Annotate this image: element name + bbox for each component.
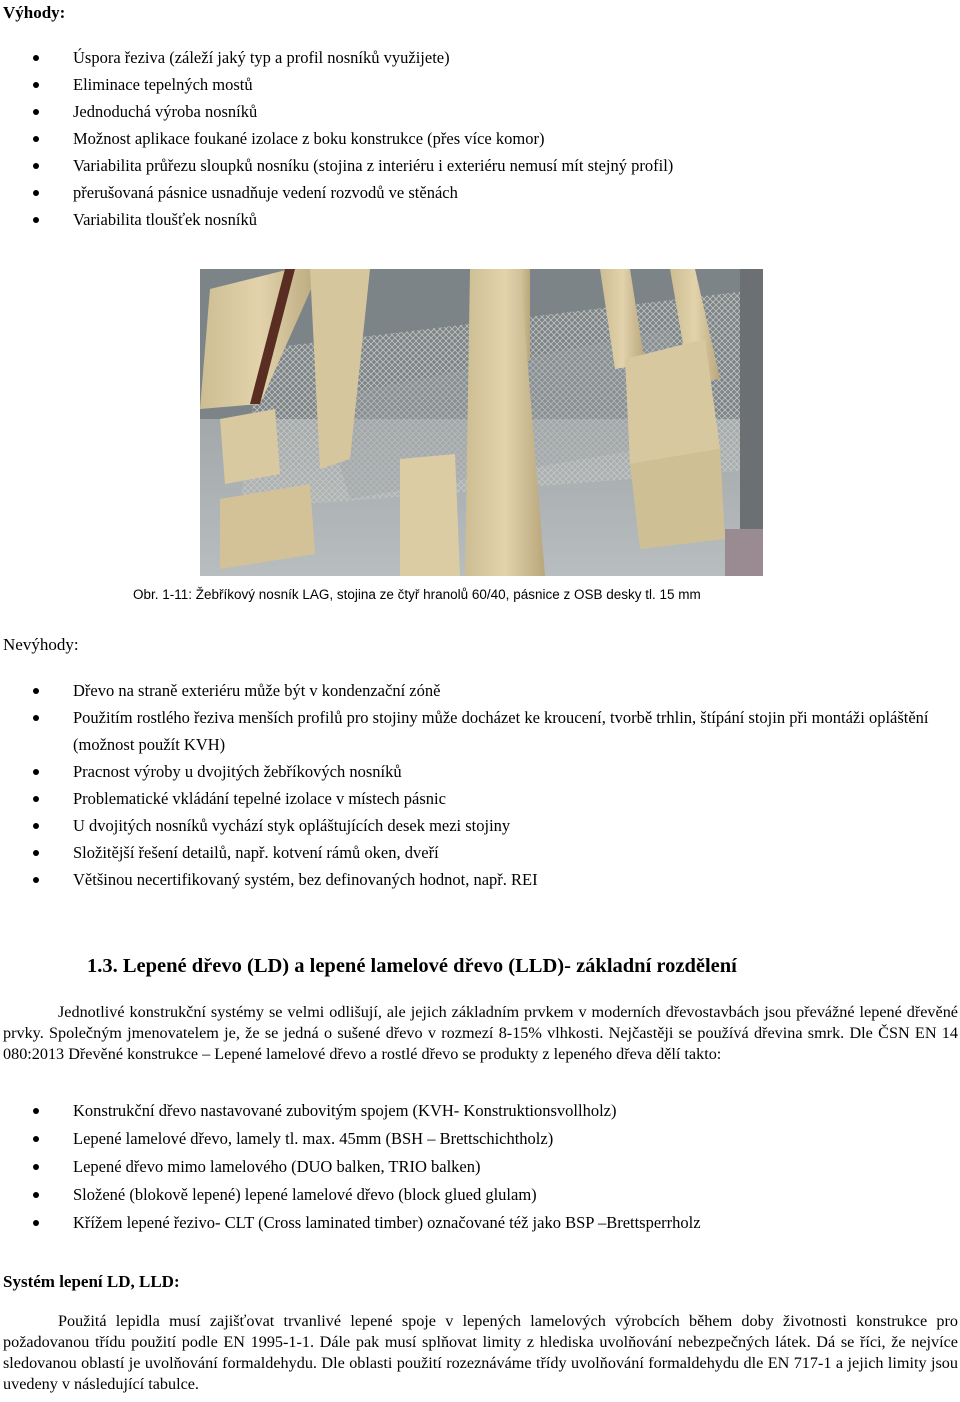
list-item: U dvojitých nosníků vychází styk opláštujících desek mezi stojiny [0,812,958,839]
list-item: Pracnost výroby u dvojitých žebříkových nosníků [0,758,958,785]
ladder-beam-photo [200,269,763,576]
list-item: Použitím rostlého řeziva menších profilů pro stojiny může docházet ke kroucení, tvorbě trhlin, štípání stojin při montáži opláštění (možnost použít KVH) [0,704,958,758]
list-item: Složené (blokově lepené) lepené lamelové dřevo (block glued glulam) [0,1181,960,1209]
disadvantages-title: Nevýhody: [3,635,79,654]
gluing-title: Systém lepení LD, LLD: [3,1272,180,1291]
list-item: Konstrukční dřevo nastavované zubovitým spojem (KVH- Konstruktionsvollholz) [0,1097,960,1125]
list-item: Možnost aplikace foukané izolace z boku konstrukce (přes více komor) [0,125,960,152]
products-list [0,1097,960,1237]
advantages-list [0,44,960,233]
list-item: Variabilita tloušťek nosníků [0,206,960,233]
list-item: Křížem lepené řezivo- CLT (Cross laminated timber) označované též jako BSP –Brettsperrholz [0,1209,960,1237]
list-item: Složitější řešení detailů, např. kotvení rámů oken, dveří [0,839,958,866]
list-item: Dřevo na straně exteriéru může být v kondenzační zóně [0,677,958,704]
list-item: Úspora řeziva (záleží jaký typ a profil nosníků využijete) [0,44,960,71]
list-item: Variabilita průřezu sloupků nosníku (stojina z interiéru i exteriéru nemusí mít stejný profil) [0,152,960,179]
gluing-paragraph: Použitá lepidla musí zajišťovat trvanlivé lepené spoje v lepených lamelových výrobcích během doby životnosti konstrukce pro požadovanou třídu použití podle EN 1995-1-1. Dále pak musí splňovat limity z hlediska uvolňování nebezpečných látek. Dá se říci, že nejvíce sledovanou oblastí je uvolňování formaldehydu. Dle oblasti použití rozeznáváme třídy uvolňování formaldehydu dle EN 717-1 a jejich limity jsou uvedeny v následující tabulce. [3,1312,958,1393]
figure-caption: Obr. 1-11: Žebříkový nosník LAG, stojina ze čtyř hranolů 60/40, pásnice z OSB desky tl. 15 mm [133,587,701,602]
section-paragraph: Jednotlivé konstrukční systémy se velmi odlišují, ale jejich základním prvkem v moderních dřevostavbách jsou převážné lepené dřevěné prvky. Společným jmenovatelem je, že se jedná o sušené dřevo v rozmezí 8-15% vlhkosti. Nejčastěji se používá dřevina smrk. Dle ČSN EN 14 080:2013 Dřevěné konstrukce – Lepené lamelové dřevo a rostlé dřevo se produkty z lepeného dřeva dělí takto: [3,1003,958,1063]
list-item: Jednoduchá výroba nosníků [0,98,960,125]
advantages-title: Výhody: [3,3,66,22]
section-heading: 1.3. Lepené dřevo (LD) a lepené lamelové dřevo (LLD)- základní rozdělení [87,955,737,977]
list-item: Eliminace tepelných mostů [0,71,960,98]
disadvantages-list [0,677,958,893]
list-item: přerušovaná pásnice usnadňuje vedení rozvodů ve stěnách [0,179,960,206]
list-item: Lepené lamelové dřevo, lamely tl. max. 45mm (BSH – Brettschichtholz) [0,1125,960,1153]
list-item: Problematické vkládání tepelné izolace v místech pásnic [0,785,958,812]
list-item: Lepené dřevo mimo lamelového (DUO balken, TRIO balken) [0,1153,960,1181]
list-item: Většinou necertifikovaný systém, bez definovaných hodnot, např. REI [0,866,958,893]
